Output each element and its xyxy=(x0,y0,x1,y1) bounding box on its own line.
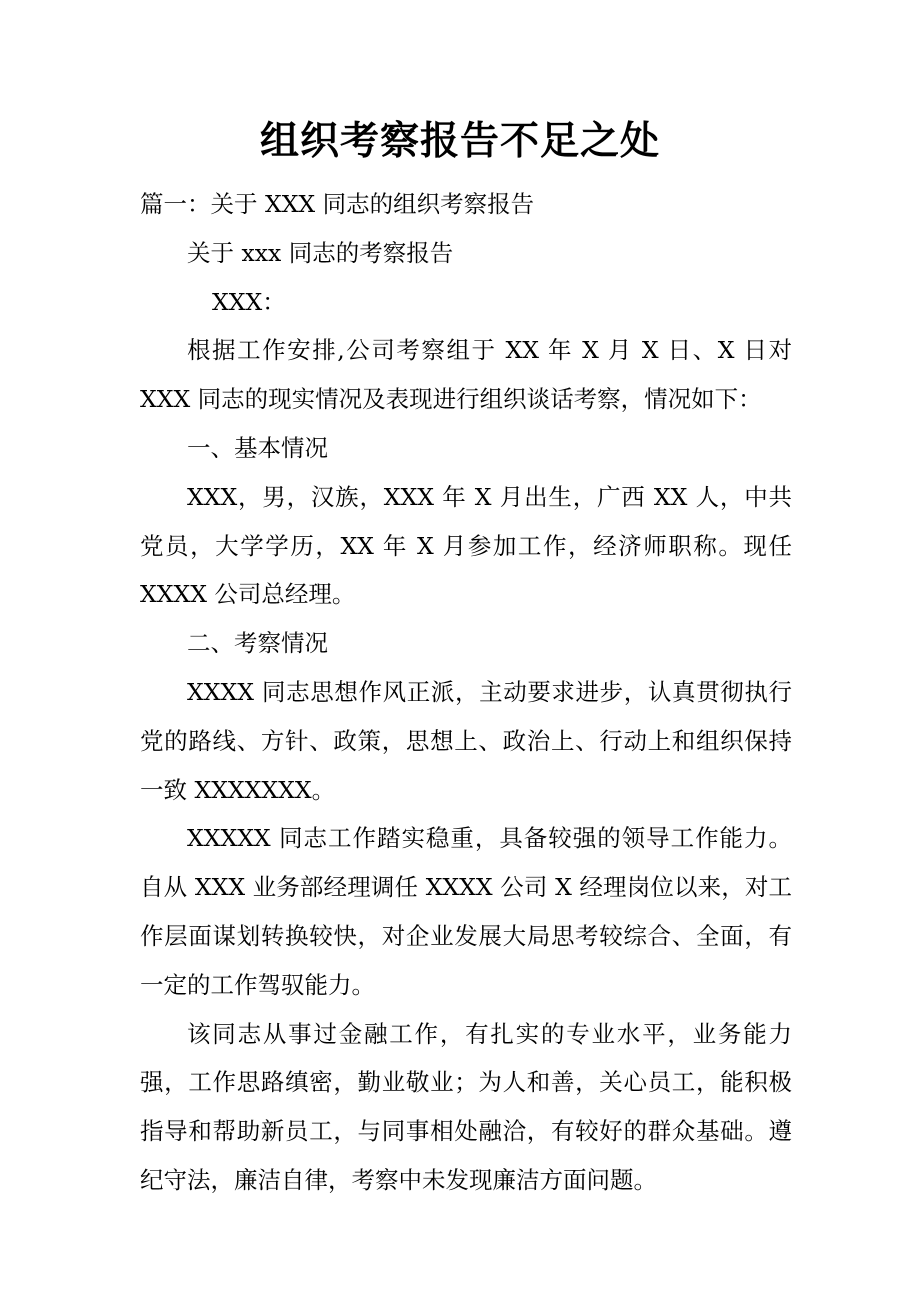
evaluation-paragraph-1: XXXX 同志思想作风正派，主动要求进步，认真贯彻执行党的路线、方针、政策，思想上、政治上、行动上和组织保持一致 XXXXXXX。 xyxy=(140,677,792,804)
salutation: XXX： xyxy=(212,287,286,316)
evaluation-paragraph-3: 该同志从事过金融工作，有扎实的专业水平，业务能力强，工作思路缜密，勤业敬业；为人和善，关心员工，能积极指导和帮助新员工，与同事相处融洽，有较好的群众基础。遵纪守法，廉洁自律，考察中未发现廉洁方面问题。 xyxy=(140,1019,792,1194)
basic-info-paragraph: XXX，男，汉族，XXX 年 X 月出生，广西 XX 人，中共党员，大学学历，XX 年 X 月参加工作，经济师职称。现任 XXXX 公司总经理。 xyxy=(140,482,792,609)
document-body xyxy=(140,180,792,1205)
heading-evaluation: 二、考察情况 xyxy=(187,629,328,658)
intro-paragraph: 根据工作安排,公司考察组于 XX 年 X 月 X 日、X 日对 XXX 同志的现实情况及表现进行组织谈话考察，情况如下： xyxy=(140,336,792,414)
heading-basic-info: 一、基本情况 xyxy=(187,433,328,462)
evaluation-paragraph-2: XXXXX 同志工作踏实稳重，具备较强的领导工作能力。自从 XXX 业务部经理调任 XXXX 公司 X 经理岗位以来，对工作层面谋划转换较快，对企业发展大局思考较综合、全面，有一定的工作驾驭能力。 xyxy=(140,824,792,999)
document-title: 组织考察报告不足之处 xyxy=(259,118,660,164)
report-title: 关于 xxx 同志的考察报告 xyxy=(187,238,454,267)
section-heading: 篇一：关于 XXX 同志的组织考察报告 xyxy=(140,190,535,218)
